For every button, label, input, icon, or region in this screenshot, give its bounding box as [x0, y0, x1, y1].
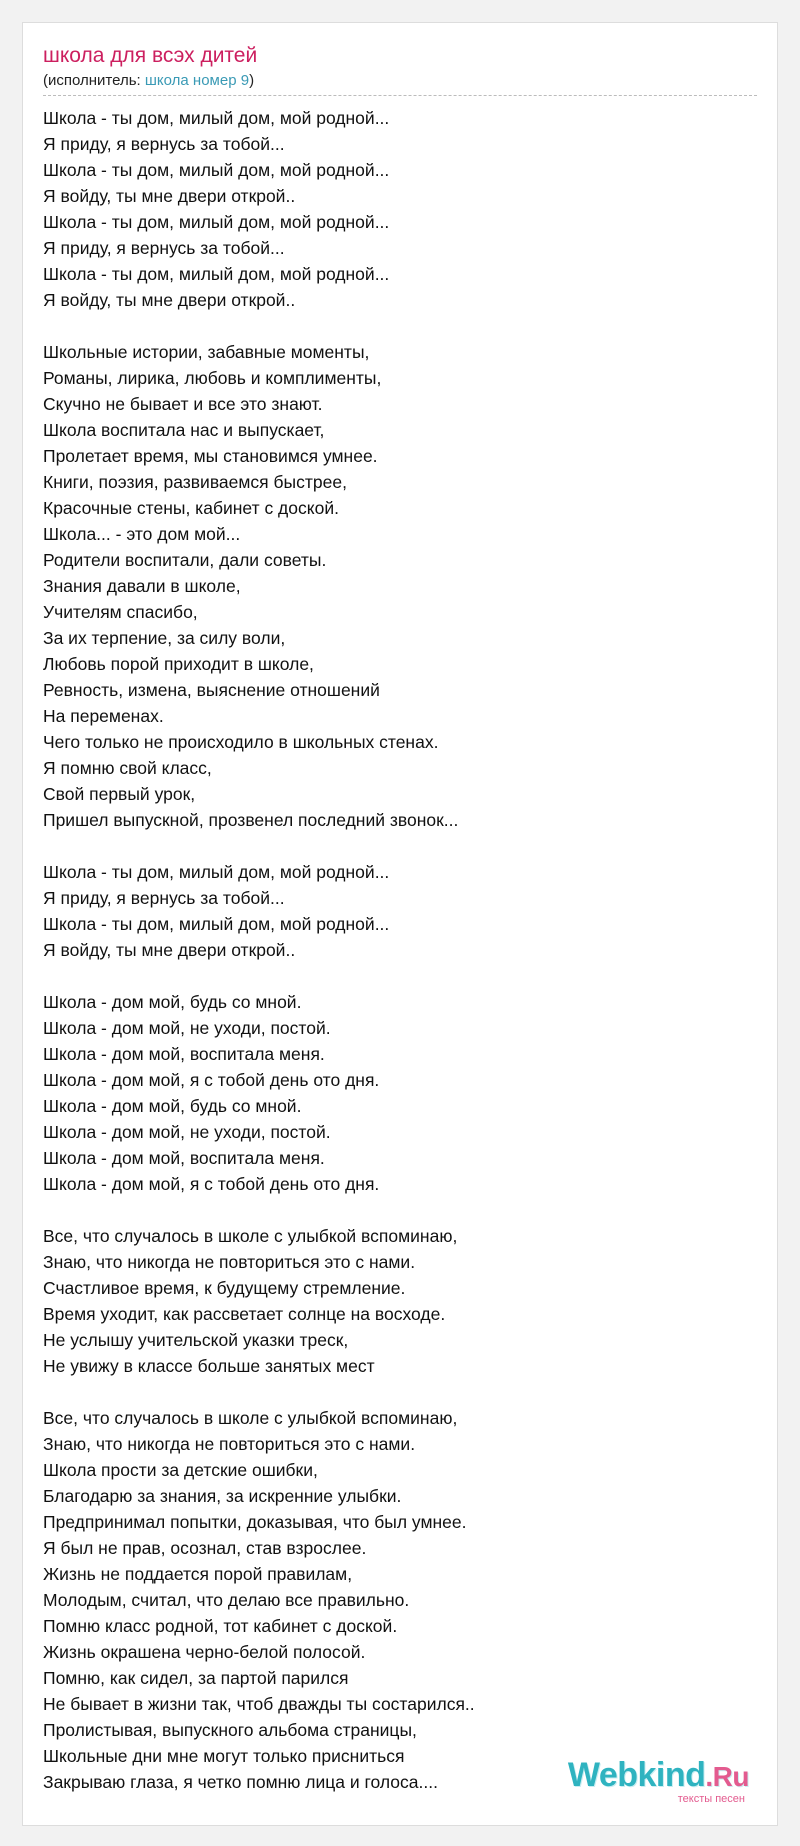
byline-prefix: (исполнитель: — [43, 72, 145, 89]
lyric-line: Пролетает время, мы становимся умнее. — [43, 446, 378, 466]
lyric-line: Не бывает в жизни так, чтоб дважды ты состарился.. — [43, 1694, 475, 1714]
lyric-line: Жизнь не поддается порой правилам, — [43, 1564, 353, 1584]
lyric-line: Школа воспитала нас и выпускает, — [43, 420, 325, 440]
lyric-line: Свой первый урок, — [43, 784, 196, 804]
lyric-line: На переменах. — [43, 706, 164, 726]
logo-wordmark — [568, 1757, 749, 1795]
lyric-line: Я помню свой класс, — [43, 758, 212, 778]
lyric-line: Романы, лирика, любовь и комплименты, — [43, 368, 382, 388]
lyric-line: Помню, как сидел, за партой парился — [43, 1668, 349, 1688]
lyric-line: Не увижу в классе больше занятых мест — [43, 1356, 375, 1376]
lyric-line: Все, что случалось в школе с улыбкой вспоминаю, — [43, 1408, 458, 1428]
lyric-line: Пролистывая, выпускного альбома страницы, — [43, 1720, 417, 1740]
lyric-line: Школа... - это дом мой... — [43, 524, 241, 544]
lyric-line: Школа - ты дом, милый дом, мой родной... — [43, 264, 390, 284]
lyric-line: Закрываю глаза, я четко помню лица и голоса.... — [43, 1772, 438, 1792]
lyric-line: Предпринимал попытки, доказывая, что был умнее. — [43, 1512, 467, 1532]
lyric-line: Жизнь окрашена черно-белой полосой. — [43, 1642, 366, 1662]
lyric-line: Я приду, я вернусь за тобой... — [43, 238, 285, 258]
lyrics-card — [22, 22, 778, 1826]
stanza-break — [43, 1197, 757, 1223]
logo-tld: .Ru — [705, 1761, 749, 1792]
lyric-line: Ревность, измена, выяснение отношений — [43, 680, 380, 700]
lyrics-text — [43, 105, 757, 1795]
lyric-line: Красочные стены, кабинет с доской. — [43, 498, 339, 518]
lyric-line: Я войду, ты мне двери открой.. — [43, 186, 296, 206]
song-header — [43, 43, 757, 91]
lyric-line: Пришел выпускной, прозвенел последний звонок... — [43, 810, 459, 830]
lyric-line: Я приду, я вернусь за тобой... — [43, 888, 285, 908]
song-title: школа для всэх дитей — [43, 44, 258, 67]
stanza-break — [43, 313, 757, 339]
lyric-line: Все, что случалось в школе с улыбкой вспоминаю, — [43, 1226, 458, 1246]
stanza-break — [43, 1379, 757, 1405]
lyric-line: Благодарю за знания, за искренние улыбки. — [43, 1486, 402, 1506]
stanza-break — [43, 963, 757, 989]
lyric-line: Счастливое время, к будущему стремление. — [43, 1278, 406, 1298]
lyric-line: Школа - дом мой, я с тобой день ото дня. — [43, 1070, 380, 1090]
lyric-line: Родители воспитали, дали советы. — [43, 550, 327, 570]
lyric-line: Школа - дом мой, будь со мной. — [43, 1096, 302, 1116]
site-logo[interactable] — [568, 1757, 749, 1805]
logo-name: Webkind — [567, 1756, 706, 1794]
lyric-line: Школа - дом мой, воспитала меня. — [43, 1148, 325, 1168]
lyric-line: Школьные дни мне могут только присниться — [43, 1746, 405, 1766]
lyric-line: Знания давали в школе, — [43, 576, 241, 596]
artist-link[interactable]: школа номер 9 — [144, 72, 250, 89]
lyric-line: Я приду, я вернусь за тобой... — [43, 134, 285, 154]
lyric-line: Знаю, что никогда не повториться это с нами. — [43, 1252, 416, 1272]
lyric-line: Школа - ты дом, милый дом, мой родной... — [43, 914, 390, 934]
lyric-line: Книги, поэзия, развиваемся быстрее, — [43, 472, 347, 492]
lyric-line: Помню класс родной, тот кабинет с доской. — [43, 1616, 398, 1636]
header-divider — [43, 95, 757, 96]
lyric-line: Школа - ты дом, милый дом, мой родной... — [43, 108, 390, 128]
lyric-line: Я был не прав, осознал, став взрослее. — [43, 1538, 367, 1558]
lyric-line: Я войду, ты мне двери открой.. — [43, 290, 296, 310]
lyric-line: Я войду, ты мне двери открой.. — [43, 940, 296, 960]
lyric-line: Любовь порой приходит в школе, — [43, 654, 314, 674]
lyric-line: Школа - дом мой, не уходи, постой. — [43, 1122, 331, 1142]
logo-tagline: тексты песен — [677, 1793, 745, 1805]
lyric-line: Школа - ты дом, милый дом, мой родной... — [43, 212, 390, 232]
lyric-line: Знаю, что никогда не повториться это с нами. — [43, 1434, 416, 1454]
stanza-break — [43, 833, 757, 859]
lyric-line: Школа прости за детские ошибки, — [43, 1460, 318, 1480]
lyric-line: Школьные истории, забавные моменты, — [43, 342, 370, 362]
artist-byline — [43, 71, 757, 91]
lyric-line: Школа - дом мой, я с тобой день ото дня. — [43, 1174, 380, 1194]
lyric-line: Школа - дом мой, будь со мной. — [43, 992, 302, 1012]
byline-suffix: ) — [249, 72, 255, 89]
lyric-line: Чего только не происходило в школьных стенах. — [43, 732, 439, 752]
lyric-line: Не услышу учительской указки треск, — [43, 1330, 349, 1350]
lyric-line: Школа - ты дом, милый дом, мой родной... — [43, 160, 390, 180]
lyric-line: Время уходит, как рассветает солнце на восходе. — [43, 1304, 446, 1324]
lyric-line: Учителям спасибо, — [43, 602, 198, 622]
lyric-line: Школа - дом мой, воспитала меня. — [43, 1044, 325, 1064]
lyric-line: Школа - дом мой, не уходи, постой. — [43, 1018, 331, 1038]
lyric-line: Молодым, считал, что делаю все правильно. — [43, 1590, 410, 1610]
lyric-line: Скучно не бывает и все это знают. — [43, 394, 323, 414]
lyric-line: Школа - ты дом, милый дом, мой родной... — [43, 862, 390, 882]
lyric-line: За их терпение, за силу воли, — [43, 628, 286, 648]
